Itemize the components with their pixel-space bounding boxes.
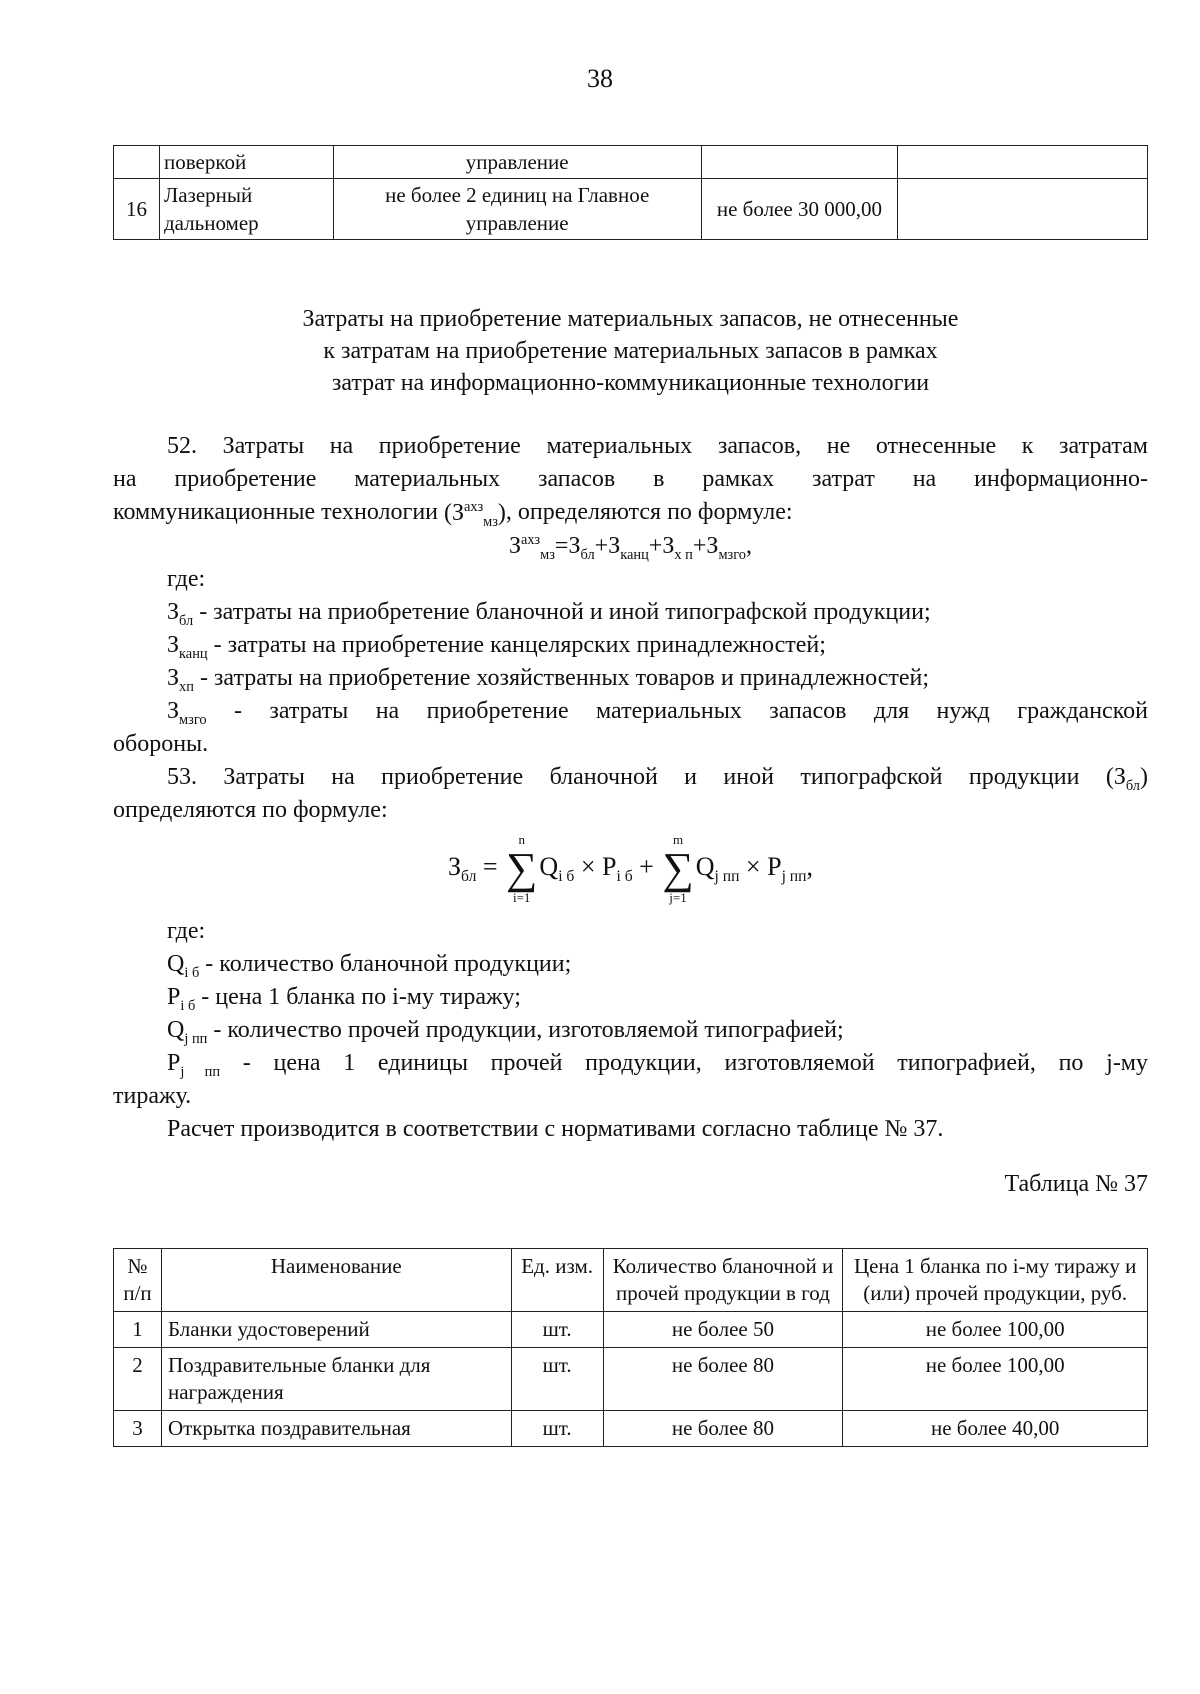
cell-price: не более 100,00 [843, 1312, 1148, 1348]
column-header: Наименование [161, 1249, 511, 1312]
where-label: где: [167, 565, 206, 592]
heading-line: Затраты на приобретение материальных запасов, не отнесенные [302, 306, 959, 332]
continuation-table [113, 145, 1148, 240]
definition-continuation: тиражу. [113, 1082, 192, 1109]
cell-price: не более 30 000,00 [701, 179, 898, 240]
cell-num [114, 146, 160, 179]
table-row [114, 179, 1148, 240]
column-header: Количество бланочной и прочей продукции в год [603, 1249, 843, 1312]
cell-num: 16 [114, 179, 160, 240]
cell-quantity: не более 80 [603, 1411, 843, 1447]
cell-extra [898, 179, 1148, 240]
para-53-line: 53. Затраты на приобретение бланочной и иной типографской продукции $(З_{бл})$ [167, 763, 1148, 794]
cell-unit: шт. [511, 1411, 603, 1447]
cell-unit: шт. [511, 1312, 603, 1348]
cell-num: 3 [114, 1411, 162, 1447]
definition-item: $P_{i б}$ - цена 1 бланка по i-му тиражу; [167, 983, 521, 1014]
cell-price [701, 146, 898, 179]
section-heading [113, 303, 1148, 399]
cell-name: Открытка поздравительная [161, 1411, 511, 1447]
heading-line: затрат на информационно-коммуникационные технологии [331, 370, 930, 396]
definition-item: $З_{бл}$ - затраты на приобретение бланочной и иной типографской продукции; [167, 598, 931, 629]
cell-num: 1 [114, 1312, 162, 1348]
table-row [114, 146, 1148, 179]
page-number: 38 [587, 64, 613, 93]
cell-limit: не более 2 единиц на Главное управление [333, 179, 701, 240]
para-53-line: определяются по формуле: [113, 796, 388, 823]
cell-unit: шт. [511, 1348, 603, 1411]
where-label: где: [167, 917, 206, 944]
cell-name: Поздравительные бланки для награждения [161, 1348, 511, 1411]
formula-1: $З^{ахз}_{мз}=З_{бл}+З_{канц}+З_{х п}+З_{мзго}$, [509, 531, 752, 563]
definition-item: $З_{канц}$ - затраты на приобретение канцелярских принадлежностей; [167, 631, 826, 662]
definition-continuation: обороны. [113, 730, 209, 757]
cell-price: не более 40,00 [843, 1411, 1148, 1447]
para-52-line: 52. Затраты на приобретение материальных запасов, не отнесенные к затратам [167, 433, 1148, 459]
cell-name: Бланки удостоверений [161, 1312, 511, 1348]
definition-item: $З_{мзго}$ - затраты на приобретение материальных запасов для нужд гражданской [167, 697, 1148, 728]
sum-symbol: n ∑ i=1 [506, 831, 538, 905]
calculation-note: Расчет производится в соответствии с нормативами согласно таблице № 37. [167, 1115, 944, 1142]
column-header: № п/п [114, 1249, 162, 1312]
cell-price: не более 100,00 [843, 1348, 1148, 1411]
definition-item: $Q_{i б}$ - количество бланочной продукции; [167, 950, 572, 981]
cell-limit: управление [333, 146, 701, 179]
definition-item: $З_{хп}$ - затраты на приобретение хозяйственных товаров и принадлежностей; [167, 664, 930, 695]
cell-num: 2 [114, 1348, 162, 1411]
definition-item: $Q_{j пп}$ - количество прочей продукции, изготовляемой типографией; [167, 1016, 844, 1047]
cell-quantity: не более 80 [603, 1348, 843, 1411]
para-52-line: коммуникационные технологии $(З^{ахз}_{мз})$, определяются по формуле: [113, 498, 793, 530]
cell-name: поверкой [159, 146, 333, 179]
definition-item: $P_{j пп}$ - цена 1 единицы прочей продукции, изготовляемой типографией, по j-му [167, 1049, 1148, 1080]
heading-line: к затратам на приобретение материальных запасов в рамках [323, 338, 938, 364]
table-row [114, 1312, 1148, 1348]
column-header: Цена 1 бланка по i-му тиражу и (или) прочей продукции, руб. [843, 1249, 1148, 1312]
table-row [114, 1411, 1148, 1447]
cell-name: Лазерный дальномер [159, 179, 333, 240]
column-header: Ед. изм. [511, 1249, 603, 1312]
table-caption: Таблица № 37 [1004, 1170, 1148, 1197]
sum-symbol: m ∑ j=1 [662, 831, 694, 905]
cell-extra [898, 146, 1148, 179]
para-52-line: на приобретение материальных запасов в рамках затрат на информационно- [113, 466, 1148, 492]
table-row [114, 1348, 1148, 1411]
body-text [113, 430, 1148, 1201]
table-37 [113, 1248, 1148, 1447]
table-header-row [114, 1249, 1148, 1312]
cell-quantity: не более 50 [603, 1312, 843, 1348]
inline-symbol: $(З^{ахз}_{мз})$ [444, 498, 506, 530]
formula-2: $З_{бл}$ = n ∑ i=1 $Q_{i б} \times P_{i б}$ + m ∑ j=1 $Q_{j пп} \times P_{j пп}$, [448, 831, 813, 905]
